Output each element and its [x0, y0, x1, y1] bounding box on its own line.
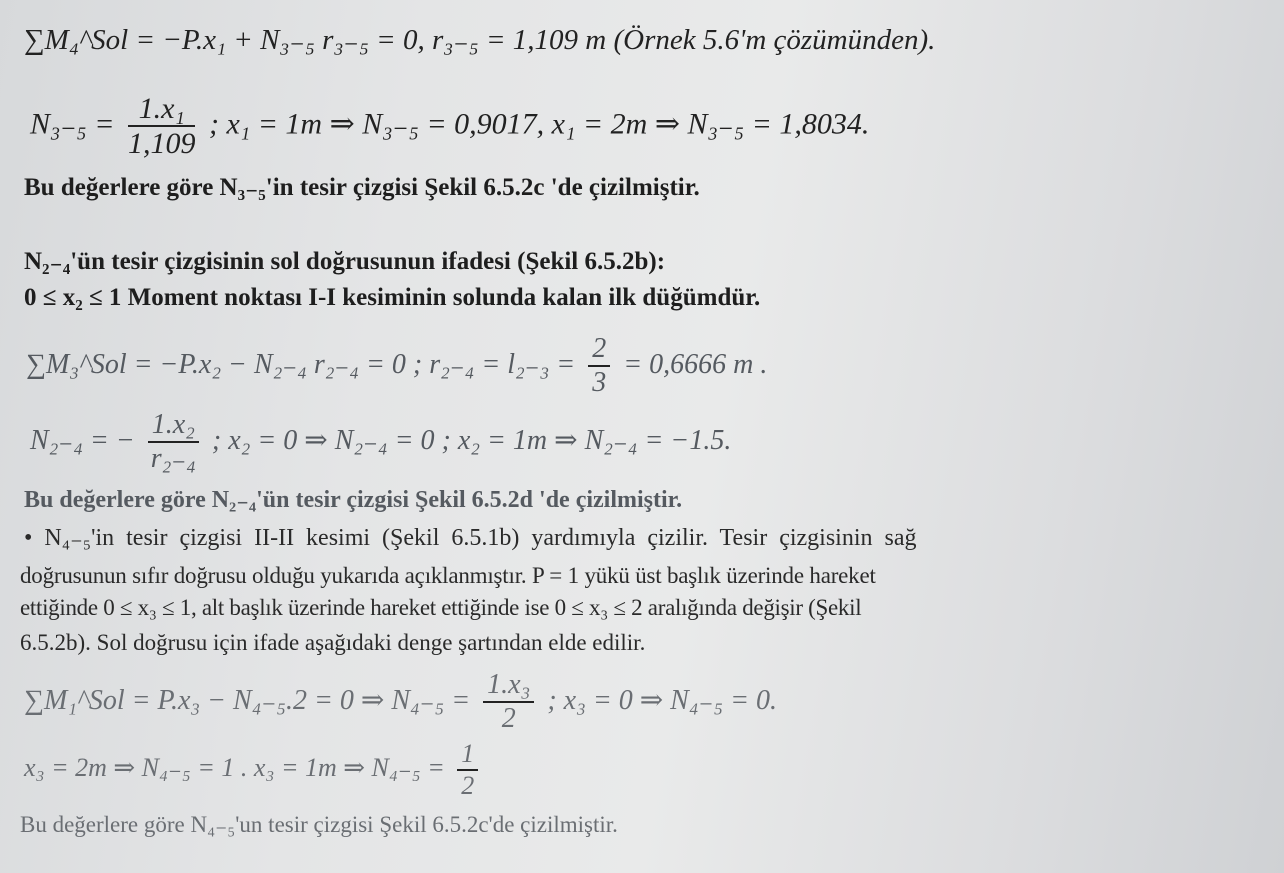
equation-sum-moment-1 — [24, 670, 777, 735]
fraction-denominator: 3 — [592, 366, 607, 398]
equation-sum-moment-3 — [26, 334, 767, 399]
equation-sum-moment-4: ∑M₄^Sol = −P.x₁ + N₃₋₅ r₃₋₅ = 0, r₃₋₅ = 1,109 m (Örnek 5.6'm çözümünden). — [24, 24, 936, 56]
paragraph-n35-conclusion: Bu değerlere göre N₃₋₅'in tesir çizgisi Şekil 6.5.2c 'de çizilmiştir. — [24, 174, 700, 201]
equation-n24-lhs: N₂₋₄ = − — [30, 424, 135, 456]
fraction-numerator: 1.x₃ — [483, 670, 534, 703]
equation-sum-moment-3-rhs: = 0,6666 m . — [623, 348, 768, 380]
equation-sum-moment-3-lhs: ∑M₃^Sol = −P.x₂ − N₂₋₄ r₂₋₄ = 0 ; r₂₋₄ = l₂₋₃ = — [26, 348, 576, 380]
paragraph-n45-line-3: ettiğinde 0 ≤ x₃ ≤ 1, alt başlık üzerinde hareket ettiğinde ise 0 ≤ x₃ ≤ 2 aralığında değişir (Şekil — [20, 595, 862, 620]
fraction — [588, 334, 610, 399]
fraction-denominator: r₂₋₄ — [150, 442, 196, 474]
fraction-denominator: 2 — [461, 770, 475, 800]
equation-n24-rhs: ; x₂ = 0 ⇒ N₂₋₄ = 0 ; x₂ = 1m ⇒ N₂₋₄ = −1.5. — [211, 424, 732, 456]
fraction — [457, 740, 478, 800]
paragraph-n24-conclusion: Bu değerlere göre N₂₋₄'ün tesir çizgisi Şekil 6.5.2d 'de çizilmiştir. — [24, 487, 683, 513]
equation-n24 — [30, 410, 731, 475]
paragraph-range-x2: 0 ≤ x₂ ≤ 1 Moment noktası I-I kesiminin solunda kalan ilk düğümdür. — [24, 284, 761, 311]
paragraph-n45-line-1: • N₄₋₅'in tesir çizgisi II-II kesimi (Şekil 6.5.1b) yardımıyla çizilir. Tesir çizgisinin sağ — [24, 525, 917, 551]
equation-n35-lhs: N₃₋₅ = — [30, 107, 115, 141]
fraction-numerator: 2 — [588, 334, 610, 367]
fraction — [148, 410, 199, 475]
fraction-denominator: 2 — [501, 702, 516, 734]
fraction-numerator: 1.x₁ — [128, 92, 196, 127]
fraction-numerator: 1.x₂ — [148, 410, 199, 443]
fraction-numerator: 1 — [457, 740, 478, 771]
fraction-denominator: 1,109 — [127, 127, 196, 160]
equation-n45-values — [24, 740, 484, 800]
equation-n35-rhs: ; x₁ = 1m ⇒ N₃₋₅ = 0,9017, x₁ = 2m ⇒ N₃₋₅ = 1,8034. — [208, 107, 870, 141]
equation-n35 — [30, 92, 869, 162]
paragraph-n45-line-2: doğrusunun sıfır doğrusu olduğu yukarıda açıklanmıştır. P = 1 yükü üst başlık üzerinde hareket — [20, 563, 876, 588]
fraction — [483, 670, 534, 735]
equation-sum-moment-1-lhs: ∑M₁^Sol = P.x₃ − N₄₋₅.2 = 0 ⇒ N₄₋₅ = — [24, 684, 471, 716]
equation-sum-moment-1-rhs: ; x₃ = 0 ⇒ N₄₋₅ = 0. — [547, 684, 777, 716]
paragraph-n45-line-4: 6.5.2b). Sol doğrusu için ifade aşağıdaki denge şartından elde edilir. — [20, 630, 646, 655]
fraction — [128, 92, 196, 162]
equation-n45-values-lhs: x₃ = 2m ⇒ N₄₋₅ = 1 . x₃ = 1m ⇒ N₄₋₅ = — [24, 753, 445, 783]
paragraph-n45-conclusion: Bu değerlere göre N₄₋₅'un tesir çizgisi Şekil 6.5.2c'de çizilmiştir. — [20, 812, 618, 837]
paragraph-n24-intro: N₂₋₄'ün tesir çizgisinin sol doğrusunun ifadesi (Şekil 6.5.2b): — [24, 248, 666, 275]
